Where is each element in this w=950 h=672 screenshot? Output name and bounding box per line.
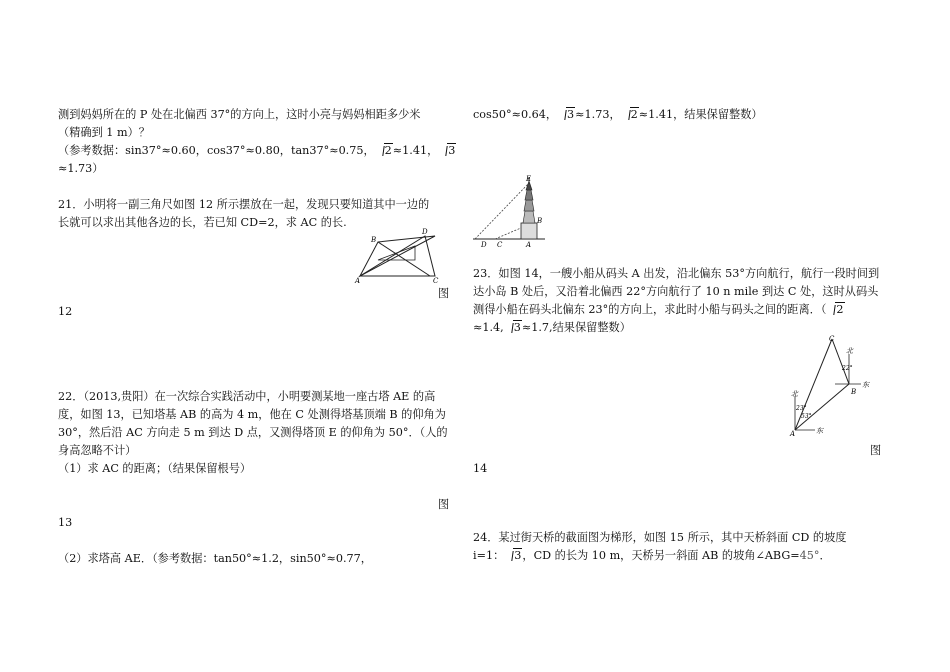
fig12-label-B: B xyxy=(371,236,377,244)
q20-text-line2: （精确到 1 m）？ xyxy=(58,126,150,139)
fig12-label-C: C xyxy=(433,277,439,285)
q21-text-line2: 长就可以求出其他各边的长，若已知 CD=2，求 AC 的长. xyxy=(58,216,347,229)
figure-14-caption-part2: 14 xyxy=(473,462,488,475)
fig14-angle-23: 23° xyxy=(796,405,807,412)
fig14-angle-22: 22° xyxy=(842,365,853,372)
q23-text-line1: 23．如图 14，一艘小船从码头 A 出发，沿北偏东 53°方向航行，航行一段时间到 xyxy=(473,267,880,280)
figure-12-caption-part1: 图 xyxy=(438,287,450,300)
figure-12-caption-part2: 12 xyxy=(58,305,73,318)
fig12-label-A: A xyxy=(355,277,361,285)
q20-reference-data: （参考数据：sin37°≈0.60，cos37°≈0.80，tan37°≈0.75， 2≈1.41， 3 xyxy=(58,144,456,157)
figure-13-caption-part1: 图 xyxy=(438,498,450,511)
fig14-north-1: 北 xyxy=(846,347,853,355)
fig14-label-C: C xyxy=(829,335,835,343)
sqrt2-symbol: 2 xyxy=(828,303,844,317)
fig14-label-A: A xyxy=(790,430,796,438)
q21-text-line1: 21．小明将一副三角尺如图 12 所示摆放在一起，发现只要知道其中一边的 xyxy=(58,198,430,211)
sqrt3-symbol: 3 xyxy=(506,549,522,563)
q22-question-2: （2）求塔高 AE．（参考数据：tan50°≈1.2，sin50°≈0.77， xyxy=(58,552,372,565)
q22-question-1: （1）求 AC 的距离；（结果保留根号） xyxy=(58,462,252,475)
q23-text-line2: 达小岛 B 处后，又沿着北偏西 22°方向航行了 10 n mile 到达 C 处，这时从码头 xyxy=(473,285,879,298)
fig13-label-C: C xyxy=(497,241,503,249)
q24-text-line2: i=1： 3，CD 的长为 10 m，天桥另一斜面 AB 的坡角∠ABG=45°． xyxy=(473,549,831,562)
figure-14-navigation xyxy=(785,334,875,439)
figure-13-caption-part2: 13 xyxy=(58,516,73,529)
sqrt3-symbol: 3 xyxy=(440,144,456,158)
q22-text-line4: 身高忽略不计） xyxy=(58,444,137,457)
figure-14-caption-part1: 图 xyxy=(870,444,882,457)
angle-45-value: 45° xyxy=(799,549,820,562)
sqrt3-symbol: 3 xyxy=(559,108,575,122)
q20-text-line4: ≈1.73） xyxy=(58,162,104,175)
fig12-label-D: D xyxy=(422,228,428,236)
q20-text-line1: 测到妈妈所在的 P 处在北偏西 37°的方向上，这时小亮与妈妈相距多少米 xyxy=(58,108,421,121)
fig14-label-B: B xyxy=(851,388,857,396)
fig14-east-2: 东 xyxy=(816,427,823,435)
q22-text-line2: 度，如图 13，已知塔基 AB 的高为 4 m，他在 C 处测得塔基顶端 B 的仰角为 xyxy=(58,408,446,421)
q23-text-line4: ≈1.4, 3≈1.7,结果保留整数） xyxy=(473,321,631,334)
fig13-label-D: D xyxy=(481,241,487,249)
sqrt3-symbol: 3 xyxy=(506,321,522,335)
sqrt2-symbol: 2 xyxy=(623,108,639,122)
figure-13-pagoda xyxy=(473,175,548,247)
q22-text-line1: 22．（2013,贵阳）在一次综合实践活动中，小明要测某地一座古塔 AE 的高 xyxy=(58,390,436,403)
fig13-label-B: B xyxy=(537,217,543,225)
fig13-label-E: E xyxy=(526,175,532,183)
fig14-east-1: 东 xyxy=(862,381,869,389)
fig14-north-2: 北 xyxy=(791,390,798,398)
q22-text-line3: 30°，然后沿 AC 方向走 5 m 到达 D 点，又测得塔顶 E 的仰角为 50°．（人的 xyxy=(58,426,448,439)
sqrt2-symbol: 2 xyxy=(377,144,393,158)
fig13-label-A: A xyxy=(526,241,532,249)
q22-reference-data-cont: cos50°≈0.64， 3≈1.73， 2≈1.41，结果保留整数） xyxy=(473,108,763,121)
q23-text-line3: 测得小船在码头北偏东 23°的方向上，求此时小船与码头之间的距离．（ 2 xyxy=(473,303,844,316)
q24-text-line1: 24．某过街天桥的截面图为梯形，如图 15 所示，其中天桥斜面 CD 的坡度 xyxy=(473,531,847,544)
figure-12-triangles xyxy=(355,228,440,283)
fig14-angle-53: 53° xyxy=(801,413,812,420)
